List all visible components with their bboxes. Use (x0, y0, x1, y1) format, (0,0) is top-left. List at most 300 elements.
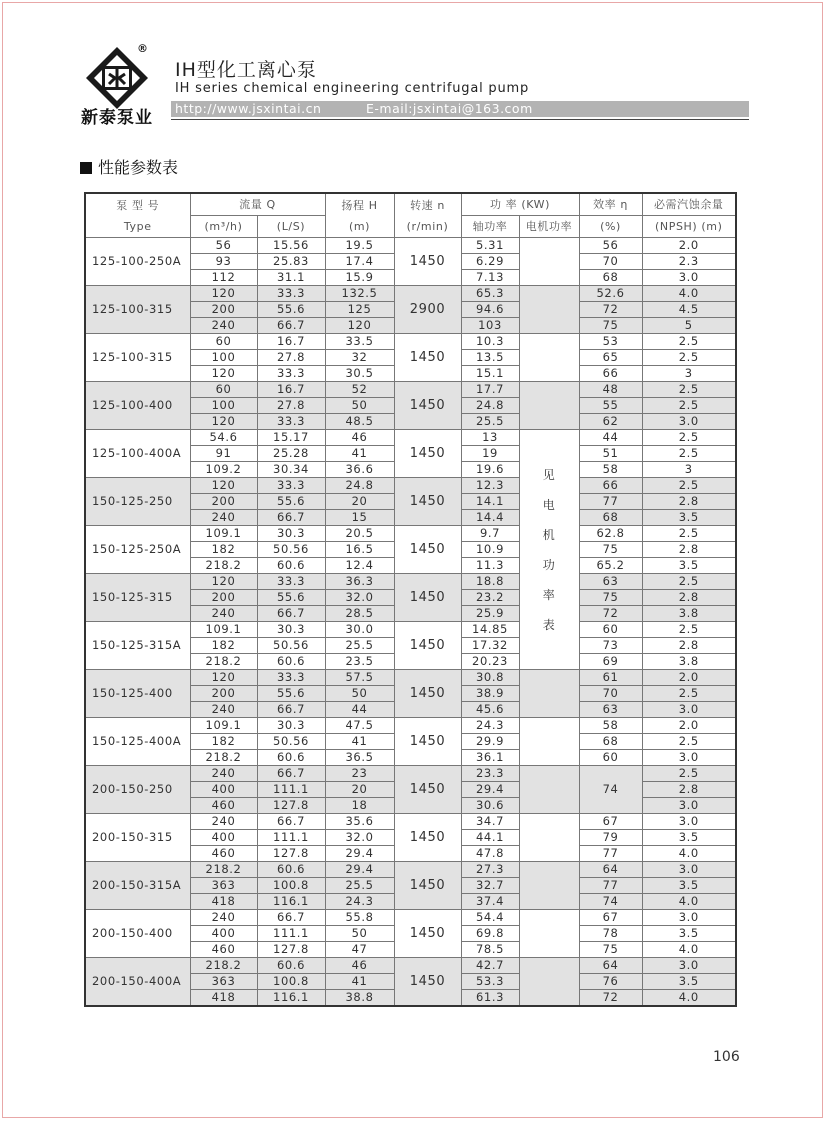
speed-cell: 1450 (394, 814, 461, 862)
flow-m3h-cell: 200 (190, 590, 257, 606)
efficiency-cell: 52.6 (579, 286, 642, 302)
efficiency-cell: 62.8 (579, 526, 642, 542)
shaft-power-cell: 23.3 (461, 766, 519, 782)
model-cell: 125-100-315 (85, 286, 190, 334)
flow-m3h-cell: 240 (190, 702, 257, 718)
table-row (85, 526, 736, 542)
shaft-power-cell: 5.31 (461, 238, 519, 254)
npsh-cell: 2.5 (642, 446, 736, 462)
head-cell: 52 (325, 382, 394, 398)
npsh-cell: 2.5 (642, 350, 736, 366)
header-power: 功 率 (KW) (461, 193, 579, 216)
motor-power-cell (519, 382, 579, 430)
flow-ls-cell: 31.1 (257, 270, 325, 286)
head-cell: 29.4 (325, 846, 394, 862)
flow-m3h-cell: 112 (190, 270, 257, 286)
table-row (85, 622, 736, 638)
head-cell: 48.5 (325, 414, 394, 430)
flow-m3h-cell: 91 (190, 446, 257, 462)
shaft-power-cell: 6.29 (461, 254, 519, 270)
flow-m3h-cell: 400 (190, 782, 257, 798)
shaft-power-cell: 36.1 (461, 750, 519, 766)
npsh-cell: 4.0 (642, 286, 736, 302)
npsh-cell: 2.0 (642, 238, 736, 254)
efficiency-cell: 70 (579, 254, 642, 270)
flow-m3h-cell: 218.2 (190, 958, 257, 974)
table-row (85, 286, 736, 302)
shaft-power-cell: 38.9 (461, 686, 519, 702)
flow-m3h-cell: 363 (190, 878, 257, 894)
speed-cell: 1450 (394, 910, 461, 958)
flow-m3h-cell: 200 (190, 686, 257, 702)
flow-ls-cell: 66.7 (257, 606, 325, 622)
flow-ls-cell: 100.8 (257, 974, 325, 990)
flow-ls-cell: 100.8 (257, 878, 325, 894)
efficiency-cell: 58 (579, 718, 642, 734)
npsh-cell: 3.0 (642, 862, 736, 878)
flow-m3h-cell: 400 (190, 926, 257, 942)
flow-ls-cell: 30.3 (257, 622, 325, 638)
head-cell: 12.4 (325, 558, 394, 574)
shaft-power-cell: 24.8 (461, 398, 519, 414)
shaft-power-cell: 94.6 (461, 302, 519, 318)
efficiency-cell: 68 (579, 510, 642, 526)
flow-m3h-cell: 200 (190, 302, 257, 318)
flow-ls-cell: 15.56 (257, 238, 325, 254)
shaft-power-cell: 27.3 (461, 862, 519, 878)
shaft-power-cell: 20.23 (461, 654, 519, 670)
npsh-cell: 3 (642, 366, 736, 382)
motor-power-cell (519, 910, 579, 958)
flow-ls-cell: 55.6 (257, 302, 325, 318)
motor-power-cell (519, 238, 579, 286)
efficiency-cell: 60 (579, 750, 642, 766)
model-cell: 150-125-400A (85, 718, 190, 766)
speed-cell: 1450 (394, 958, 461, 1007)
head-cell: 24.8 (325, 478, 394, 494)
shaft-power-cell: 34.7 (461, 814, 519, 830)
npsh-cell: 2.5 (642, 526, 736, 542)
header-type-cn: 泵 型 号 (116, 198, 160, 212)
shaft-power-cell: 53.3 (461, 974, 519, 990)
speed-cell: 1450 (394, 718, 461, 766)
model-cell: 125-100-250A (85, 238, 190, 286)
head-cell: 20.5 (325, 526, 394, 542)
npsh-cell: 3.0 (642, 814, 736, 830)
efficiency-cell: 51 (579, 446, 642, 462)
flow-m3h-cell: 54.6 (190, 430, 257, 446)
flow-m3h-cell: 218.2 (190, 750, 257, 766)
shaft-power-cell: 14.1 (461, 494, 519, 510)
shaft-power-cell: 69.8 (461, 926, 519, 942)
shaft-power-cell: 30.8 (461, 670, 519, 686)
speed-cell: 1450 (394, 862, 461, 910)
flow-ls-cell: 116.1 (257, 894, 325, 910)
speed-cell: 1450 (394, 238, 461, 286)
table-row (85, 238, 736, 254)
efficiency-cell: 65 (579, 350, 642, 366)
flow-ls-cell: 127.8 (257, 942, 325, 958)
shaft-power-cell: 19 (461, 446, 519, 462)
flow-ls-cell: 66.7 (257, 766, 325, 782)
head-cell: 15 (325, 510, 394, 526)
npsh-cell: 2.0 (642, 718, 736, 734)
speed-cell: 1450 (394, 670, 461, 718)
flow-m3h-cell: 240 (190, 318, 257, 334)
motor-power-cell (519, 718, 579, 766)
npsh-cell: 3.0 (642, 958, 736, 974)
npsh-cell: 3.0 (642, 270, 736, 286)
efficiency-cell: 44 (579, 430, 642, 446)
head-cell: 44 (325, 702, 394, 718)
head-cell: 30.0 (325, 622, 394, 638)
flow-m3h-cell: 56 (190, 238, 257, 254)
flow-m3h-cell: 109.1 (190, 718, 257, 734)
efficiency-cell: 56 (579, 238, 642, 254)
motor-power-cell (519, 766, 579, 814)
website-link[interactable]: http://www.jsxintai.cn (175, 101, 322, 116)
flow-ls-cell: 66.7 (257, 814, 325, 830)
flow-m3h-cell: 120 (190, 478, 257, 494)
npsh-cell: 3.5 (642, 830, 736, 846)
efficiency-cell: 53 (579, 334, 642, 350)
shaft-power-cell: 78.5 (461, 942, 519, 958)
header-speed (394, 193, 461, 238)
header-npsh: 必需汽蚀余量 (642, 193, 736, 216)
flow-ls-cell: 16.7 (257, 334, 325, 350)
flow-ls-cell: 33.3 (257, 286, 325, 302)
flow-m3h-cell: 120 (190, 414, 257, 430)
efficiency-cell: 79 (579, 830, 642, 846)
flow-m3h-cell: 120 (190, 670, 257, 686)
header-efficiency: 效率 η (579, 193, 642, 216)
npsh-cell: 2.5 (642, 622, 736, 638)
efficiency-cell: 67 (579, 814, 642, 830)
npsh-cell: 3.5 (642, 558, 736, 574)
shaft-power-cell: 14.4 (461, 510, 519, 526)
speed-cell: 2900 (394, 286, 461, 334)
shaft-power-cell: 13.5 (461, 350, 519, 366)
shaft-power-cell: 30.6 (461, 798, 519, 814)
motor-power-note (519, 430, 579, 670)
npsh-cell: 5 (642, 318, 736, 334)
shaft-power-cell: 47.8 (461, 846, 519, 862)
head-cell: 38.8 (325, 990, 394, 1007)
npsh-cell: 2.5 (642, 382, 736, 398)
flow-m3h-cell: 218.2 (190, 558, 257, 574)
shaft-power-cell: 17.32 (461, 638, 519, 654)
header-shaft-power: 轴功率 (461, 216, 519, 238)
flow-ls-cell: 50.56 (257, 638, 325, 654)
head-cell: 18 (325, 798, 394, 814)
flow-m3h-cell: 182 (190, 638, 257, 654)
model-cell: 200-150-250 (85, 766, 190, 814)
flow-ls-cell: 33.3 (257, 414, 325, 430)
npsh-cell: 3.0 (642, 910, 736, 926)
flow-m3h-cell: 400 (190, 830, 257, 846)
flow-m3h-cell: 200 (190, 494, 257, 510)
model-cell: 150-125-250 (85, 478, 190, 526)
flow-ls-cell: 16.7 (257, 382, 325, 398)
header-flow-unit-m3h: (m³/h) (190, 216, 257, 238)
header-type-en: Type (123, 219, 152, 233)
model-cell: 150-125-250A (85, 526, 190, 574)
table-row (85, 814, 736, 830)
table-row (85, 574, 736, 590)
performance-table-wrap (84, 192, 737, 1007)
npsh-cell: 4.0 (642, 846, 736, 862)
npsh-cell: 2.5 (642, 478, 736, 494)
head-cell: 30.5 (325, 366, 394, 382)
speed-cell: 1450 (394, 334, 461, 382)
npsh-cell: 2.5 (642, 734, 736, 750)
flow-ls-cell: 55.6 (257, 686, 325, 702)
flow-ls-cell: 55.6 (257, 590, 325, 606)
efficiency-cell: 70 (579, 686, 642, 702)
shaft-power-cell: 29.9 (461, 734, 519, 750)
flow-ls-cell: 33.3 (257, 366, 325, 382)
section-title (80, 155, 178, 178)
performance-table (84, 192, 737, 1007)
motor-note-char: 机 (542, 527, 556, 542)
speed-cell: 1450 (394, 574, 461, 622)
efficiency-cell: 77 (579, 846, 642, 862)
table-row (85, 718, 736, 734)
flow-ls-cell: 25.83 (257, 254, 325, 270)
efficiency-cell: 78 (579, 926, 642, 942)
npsh-cell: 4.0 (642, 990, 736, 1007)
npsh-cell: 3.0 (642, 798, 736, 814)
shaft-power-cell: 10.9 (461, 542, 519, 558)
npsh-cell: 3.5 (642, 510, 736, 526)
flow-m3h-cell: 109.1 (190, 526, 257, 542)
head-cell: 57.5 (325, 670, 394, 686)
shaft-power-cell: 54.4 (461, 910, 519, 926)
speed-cell: 1450 (394, 526, 461, 574)
motor-note-char: 表 (542, 617, 556, 632)
npsh-cell: 3.0 (642, 702, 736, 718)
flow-m3h-cell: 60 (190, 334, 257, 350)
head-cell: 36.6 (325, 462, 394, 478)
flow-m3h-cell: 418 (190, 894, 257, 910)
flow-ls-cell: 60.6 (257, 958, 325, 974)
npsh-cell: 4.0 (642, 942, 736, 958)
npsh-cell: 2.8 (642, 638, 736, 654)
flow-m3h-cell: 218.2 (190, 862, 257, 878)
header-speed-label: 转速 n (410, 198, 445, 212)
efficiency-cell: 65.2 (579, 558, 642, 574)
email-link[interactable]: E-mail:jsxintai@163.com (366, 101, 533, 116)
model-cell: 150-125-400 (85, 670, 190, 718)
shaft-power-cell: 25.5 (461, 414, 519, 430)
npsh-cell: 2.5 (642, 766, 736, 782)
npsh-cell: 2.5 (642, 398, 736, 414)
efficiency-cell: 72 (579, 606, 642, 622)
efficiency-cell: 48 (579, 382, 642, 398)
head-cell: 41 (325, 446, 394, 462)
head-cell: 25.5 (325, 638, 394, 654)
npsh-cell: 2.8 (642, 542, 736, 558)
npsh-cell: 3.8 (642, 606, 736, 622)
shaft-power-cell: 25.9 (461, 606, 519, 622)
npsh-cell: 4.0 (642, 894, 736, 910)
npsh-cell: 2.8 (642, 590, 736, 606)
flow-m3h-cell: 100 (190, 398, 257, 414)
npsh-cell: 2.5 (642, 334, 736, 350)
npsh-cell: 2.0 (642, 670, 736, 686)
shaft-power-cell: 23.2 (461, 590, 519, 606)
npsh-cell: 3.0 (642, 414, 736, 430)
title-chinese: IH型化工离心泵 (175, 59, 317, 81)
efficiency-cell: 58 (579, 462, 642, 478)
shaft-power-cell: 9.7 (461, 526, 519, 542)
flow-ls-cell: 127.8 (257, 798, 325, 814)
table-row (85, 430, 736, 446)
registered-mark: ® (137, 42, 148, 55)
motor-power-cell (519, 334, 579, 382)
flow-m3h-cell: 418 (190, 990, 257, 1007)
flow-ls-cell: 27.8 (257, 398, 325, 414)
efficiency-cell: 67 (579, 910, 642, 926)
flow-m3h-cell: 240 (190, 510, 257, 526)
header-motor-power: 电机功率 (519, 216, 579, 238)
shaft-power-cell: 7.13 (461, 270, 519, 286)
shaft-power-cell: 10.3 (461, 334, 519, 350)
model-cell: 200-150-315A (85, 862, 190, 910)
head-cell: 46 (325, 430, 394, 446)
flow-ls-cell: 60.6 (257, 862, 325, 878)
efficiency-cell: 74 (579, 894, 642, 910)
motor-note-char: 功 (542, 557, 556, 572)
efficiency-cell: 55 (579, 398, 642, 414)
shaft-power-cell: 65.3 (461, 286, 519, 302)
head-cell: 47 (325, 942, 394, 958)
efficiency-cell: 73 (579, 638, 642, 654)
header-head (325, 193, 394, 238)
npsh-cell: 2.8 (642, 782, 736, 798)
head-cell: 50 (325, 926, 394, 942)
flow-m3h-cell: 109.2 (190, 462, 257, 478)
head-cell: 32.0 (325, 830, 394, 846)
efficiency-cell: 66 (579, 366, 642, 382)
shaft-power-cell: 103 (461, 318, 519, 334)
npsh-cell: 2.3 (642, 254, 736, 270)
shaft-power-cell: 42.7 (461, 958, 519, 974)
efficiency-cell: 75 (579, 942, 642, 958)
speed-cell: 1450 (394, 430, 461, 478)
flow-m3h-cell: 93 (190, 254, 257, 270)
flow-ls-cell: 60.6 (257, 750, 325, 766)
head-cell: 17.4 (325, 254, 394, 270)
flow-ls-cell: 111.1 (257, 926, 325, 942)
model-cell: 125-100-315 (85, 334, 190, 382)
table-row (85, 478, 736, 494)
shaft-power-cell: 29.4 (461, 782, 519, 798)
title-english: IH series chemical engineering centrifugal pump (175, 81, 530, 96)
head-cell: 35.6 (325, 814, 394, 830)
shaft-power-cell: 44.1 (461, 830, 519, 846)
efficiency-cell: 75 (579, 590, 642, 606)
efficiency-cell: 64 (579, 862, 642, 878)
flow-m3h-cell: 120 (190, 286, 257, 302)
motor-note-char: 见 (542, 467, 556, 482)
model-cell: 125-100-400 (85, 382, 190, 430)
header-speed-unit: (r/min) (406, 219, 449, 233)
model-cell: 200-150-400 (85, 910, 190, 958)
head-cell: 16.5 (325, 542, 394, 558)
flow-m3h-cell: 240 (190, 766, 257, 782)
head-cell: 20 (325, 494, 394, 510)
model-cell: 200-150-400A (85, 958, 190, 1007)
model-cell: 150-125-315A (85, 622, 190, 670)
flow-m3h-cell: 120 (190, 574, 257, 590)
flow-ls-cell: 15.17 (257, 430, 325, 446)
shaft-power-cell: 24.3 (461, 718, 519, 734)
table-row (85, 334, 736, 350)
head-cell: 41 (325, 734, 394, 750)
model-cell: 150-125-315 (85, 574, 190, 622)
head-cell: 55.8 (325, 910, 394, 926)
header-flow-unit-ls: (L/S) (257, 216, 325, 238)
model-cell: 200-150-315 (85, 814, 190, 862)
header-head-label: 扬程 H (341, 198, 378, 212)
flow-ls-cell: 27.8 (257, 350, 325, 366)
flow-ls-cell: 33.3 (257, 478, 325, 494)
head-cell: 47.5 (325, 718, 394, 734)
shaft-power-cell: 61.3 (461, 990, 519, 1007)
shaft-power-cell: 18.8 (461, 574, 519, 590)
speed-cell: 1450 (394, 766, 461, 814)
motor-power-cell (519, 286, 579, 334)
head-cell: 23.5 (325, 654, 394, 670)
efficiency-cell: 68 (579, 270, 642, 286)
flow-m3h-cell: 240 (190, 606, 257, 622)
flow-m3h-cell: 100 (190, 350, 257, 366)
flow-ls-cell: 30.3 (257, 526, 325, 542)
npsh-cell: 2.5 (642, 430, 736, 446)
efficiency-cell: 77 (579, 878, 642, 894)
flow-m3h-cell: 120 (190, 366, 257, 382)
square-bullet-icon (80, 162, 92, 174)
head-cell: 125 (325, 302, 394, 318)
header-head-unit: (m) (348, 219, 371, 233)
head-cell: 32.0 (325, 590, 394, 606)
flow-ls-cell: 60.6 (257, 654, 325, 670)
shaft-power-cell: 13 (461, 430, 519, 446)
logo-text: 新泰泵业 (81, 108, 153, 128)
flow-m3h-cell: 60 (190, 382, 257, 398)
flow-m3h-cell: 182 (190, 734, 257, 750)
head-cell: 120 (325, 318, 394, 334)
shaft-power-cell: 14.85 (461, 622, 519, 638)
flow-ls-cell: 111.1 (257, 830, 325, 846)
flow-ls-cell: 66.7 (257, 318, 325, 334)
flow-m3h-cell: 218.2 (190, 654, 257, 670)
flow-ls-cell: 30.34 (257, 462, 325, 478)
npsh-cell: 3.0 (642, 750, 736, 766)
page-number: 106 (713, 1049, 740, 1065)
efficiency-cell: 75 (579, 318, 642, 334)
efficiency-cell: 64 (579, 958, 642, 974)
speed-cell: 1450 (394, 382, 461, 430)
head-cell: 132.5 (325, 286, 394, 302)
shaft-power-cell: 45.6 (461, 702, 519, 718)
motor-power-cell (519, 814, 579, 862)
header-npsh-unit: (NPSH) (m) (642, 216, 736, 238)
flow-ls-cell: 33.3 (257, 670, 325, 686)
efficiency-cell: 69 (579, 654, 642, 670)
efficiency-cell: 63 (579, 574, 642, 590)
